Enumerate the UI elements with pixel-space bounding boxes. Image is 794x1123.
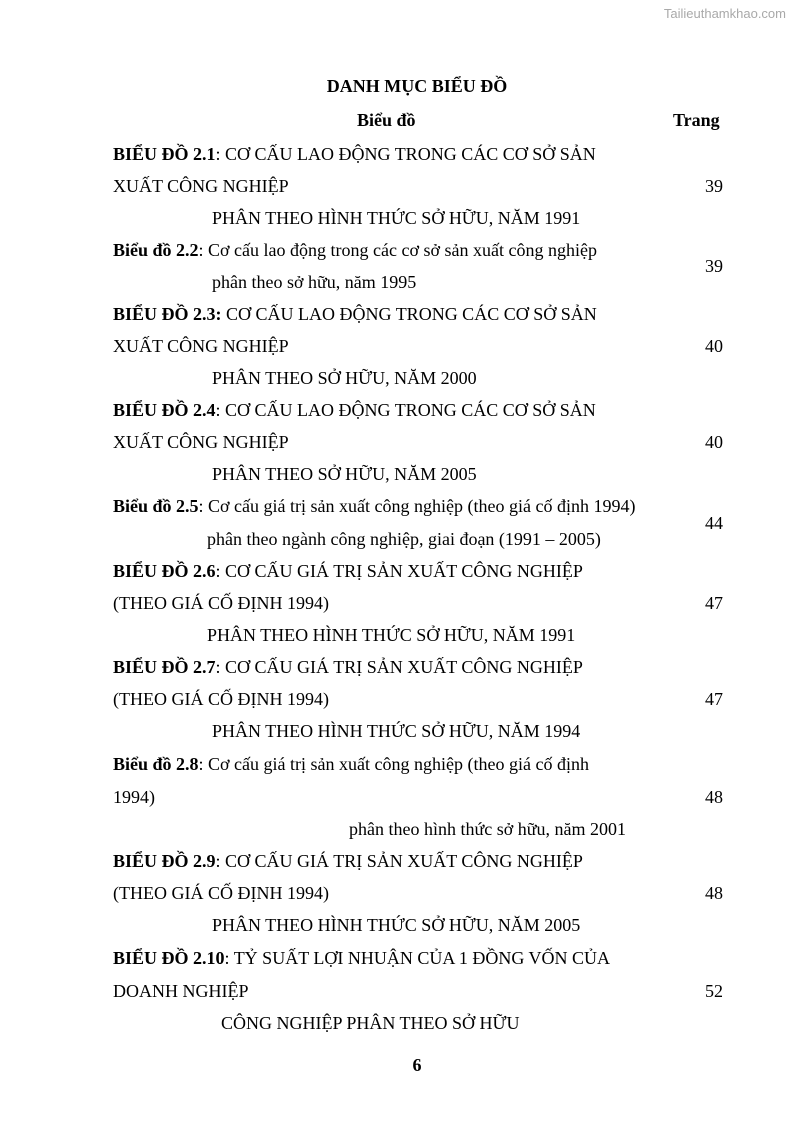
entry-label: BIỂU ĐỒ 2.7 <box>113 657 216 677</box>
entry-2-4-line3: PHÂN THEO SỞ HỮU, NĂM 2005 <box>212 464 477 484</box>
entry-label: BIỂU ĐỒ 2.6 <box>113 561 216 581</box>
entry-2-3-line3: PHÂN THEO SỞ HỮU, NĂM 2000 <box>212 368 477 388</box>
entry-2-7-page: 47 <box>705 689 723 709</box>
entry-2-10-title <box>113 947 610 969</box>
entry-2-4-title <box>113 399 596 421</box>
entry-text: : CƠ CẤU GIÁ TRỊ SẢN XUẤT CÔNG NGHIỆP <box>215 657 583 677</box>
entry-text: CƠ CẤU LAO ĐỘNG TRONG CÁC CƠ SỞ SẢN <box>221 304 597 324</box>
entry-2-1-line2: XUẤT CÔNG NGHIỆP <box>113 176 289 196</box>
entry-text: : CƠ CẤU LAO ĐỘNG TRONG CÁC CƠ SỞ SẢN <box>215 144 596 164</box>
entry-2-2-page: 39 <box>705 256 723 276</box>
entry-text: : Cơ cấu lao động trong các cơ sở sản xuất công nghiệp <box>198 240 597 260</box>
entry-2-5-title <box>113 495 635 517</box>
entry-2-8-page: 48 <box>705 787 723 807</box>
entry-label: Biểu đồ 2.8 <box>113 754 199 774</box>
entry-2-6-page: 47 <box>705 593 723 613</box>
entry-text: : TỶ SUẤT LỢI NHUẬN CỦA 1 ĐỒNG VỐN CỦA <box>224 948 611 968</box>
entry-label: Biểu đồ 2.2 <box>113 240 199 260</box>
entry-2-5-line2: phân theo ngành công nghiệp, giai đoạn (1991 – 2005) <box>207 529 601 549</box>
column-header-page: Trang <box>673 110 720 130</box>
entry-label: BIỂU ĐỒ 2.3: <box>113 304 222 324</box>
entry-2-8-title <box>113 753 589 775</box>
entry-text: : CƠ CẤU GIÁ TRỊ SẢN XUẤT CÔNG NGHIỆP <box>215 561 583 581</box>
column-header-chart: Biểu đồ <box>357 110 416 130</box>
entry-text: : Cơ cấu giá trị sản xuất công nghiệp (theo giá cố định 1994) <box>198 496 636 516</box>
entry-2-7-line2: (THEO GIÁ CỐ ĐỊNH 1994) <box>113 689 329 709</box>
entry-2-9-page: 48 <box>705 883 723 903</box>
entry-2-6-line3: PHÂN THEO HÌNH THỨC SỞ HỮU, NĂM 1991 <box>207 625 576 645</box>
entry-2-9-line2: (THEO GIÁ CỐ ĐỊNH 1994) <box>113 883 329 903</box>
entry-label: Biểu đồ 2.5 <box>113 496 199 516</box>
entry-2-1-title <box>113 143 596 165</box>
entry-label: BIỂU ĐỒ 2.9 <box>113 851 216 871</box>
entry-2-7-title <box>113 656 583 678</box>
entry-2-3-line2: XUẤT CÔNG NGHIỆP <box>113 336 289 356</box>
entry-2-10-page: 52 <box>705 981 723 1001</box>
entry-2-1-line3: PHÂN THEO HÌNH THỨC SỞ HỮU, NĂM 1991 <box>212 208 581 228</box>
entry-2-10-line3: CÔNG NGHIỆP PHÂN THEO SỞ HỮU <box>221 1013 520 1033</box>
entry-2-6-title <box>113 560 583 582</box>
entry-2-8-line3: phân theo hình thức sở hữu, năm 2001 <box>349 819 626 839</box>
entry-2-6-line2: (THEO GIÁ CỐ ĐỊNH 1994) <box>113 593 329 613</box>
entry-label: BIỂU ĐỒ 2.1 <box>113 144 216 164</box>
entry-2-7-line3: PHÂN THEO HÌNH THỨC SỞ HỮU, NĂM 1994 <box>212 721 581 741</box>
entry-2-3-page: 40 <box>705 336 723 356</box>
watermark: Tailieuthamkhao.com <box>663 6 786 21</box>
entry-2-3-title <box>113 303 597 325</box>
page-number: 6 <box>412 1055 422 1075</box>
entry-2-2-title <box>113 239 597 261</box>
entry-2-1-page: 39 <box>705 176 723 196</box>
entry-text: : CƠ CẤU GIÁ TRỊ SẢN XUẤT CÔNG NGHIỆP <box>215 851 583 871</box>
entry-2-9-line3: PHÂN THEO HÌNH THỨC SỞ HỮU, NĂM 2005 <box>212 915 581 935</box>
entry-text: : Cơ cấu giá trị sản xuất công nghiệp (theo giá cố định <box>198 754 589 774</box>
entry-text: : CƠ CẤU LAO ĐỘNG TRONG CÁC CƠ SỞ SẢN <box>215 400 596 420</box>
entry-2-5-page: 44 <box>705 513 723 533</box>
entry-label: BIỂU ĐỒ 2.10 <box>113 948 225 968</box>
entry-2-10-line2: DOANH NGHIỆP <box>113 981 249 1001</box>
entry-2-4-page: 40 <box>705 432 723 452</box>
entry-2-4-line2: XUẤT CÔNG NGHIỆP <box>113 432 289 452</box>
entry-2-9-title <box>113 850 583 872</box>
entry-2-8-line2: 1994) <box>113 787 155 807</box>
entry-2-2-line2: phân theo sở hữu, năm 1995 <box>212 272 417 292</box>
entry-label: BIỂU ĐỒ 2.4 <box>113 400 216 420</box>
page-title: DANH MỤC BIỂU ĐỒ <box>326 76 508 96</box>
